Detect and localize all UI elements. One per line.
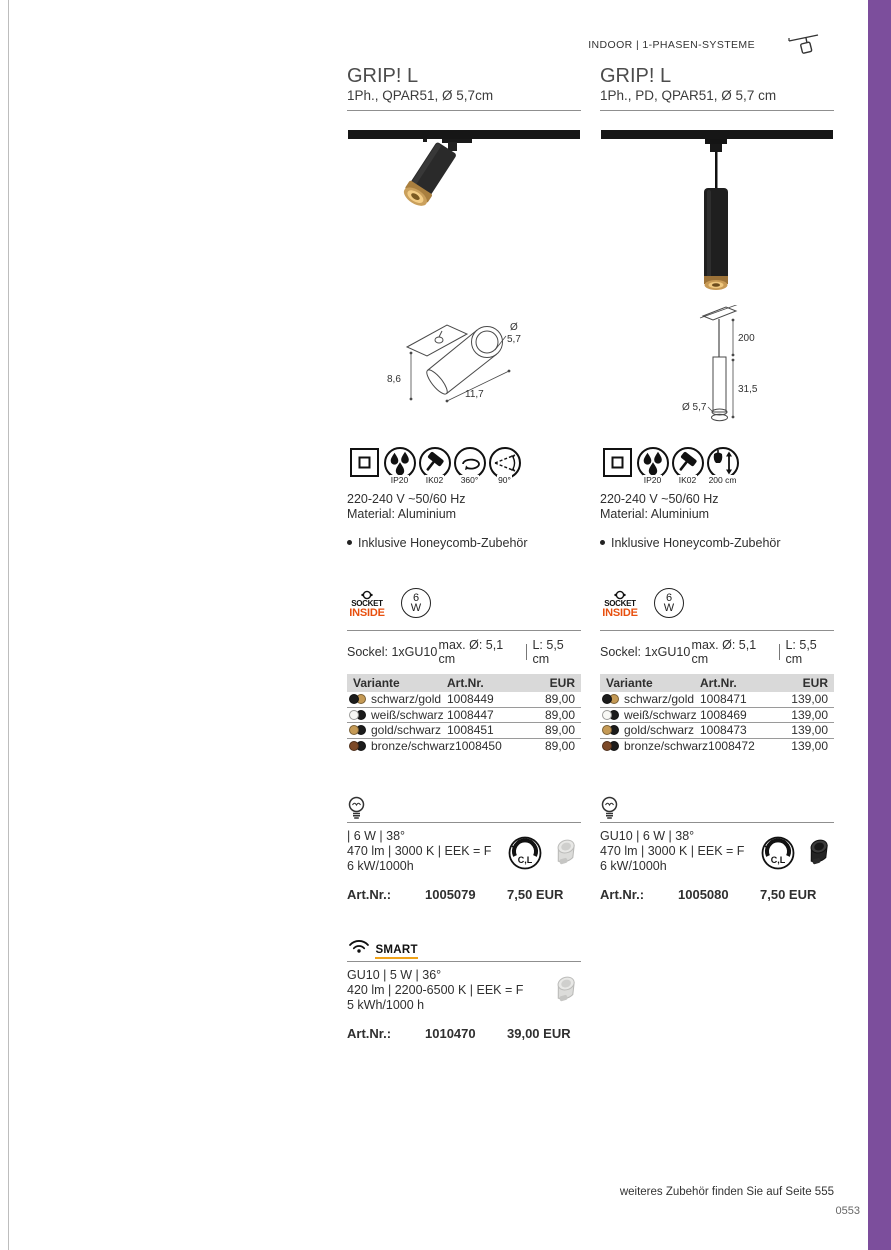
protection-class-2-icon (347, 446, 382, 480)
color-dot (602, 741, 612, 751)
breadcrumb: INDOOR | 1-PHASEN-SYSTEME (588, 39, 755, 51)
smart-logo (347, 938, 418, 959)
technical-drawing-pendant (600, 305, 834, 440)
smart-lamp-section (347, 938, 581, 1041)
gu10-lamp-image (547, 974, 581, 1006)
bulb-icon (600, 796, 834, 820)
voltage-text: 220-240 V ~50/60 Hz (347, 492, 466, 506)
table-row: schwarz/gold 1008471 139,00 (600, 692, 834, 708)
tilt-90-icon (487, 446, 522, 485)
feature-bullet (600, 536, 834, 550)
dim-diameter-sign: Ø (510, 322, 518, 333)
inside-word: INSIDE (602, 606, 638, 619)
socket-inside-logo (347, 590, 387, 617)
sockel-row (600, 630, 834, 666)
lamp-line3: 6 kW/1000h (347, 859, 414, 873)
product-subtitle: 1Ph., QPAR51, Ø 5,7cm (347, 88, 494, 103)
divider (779, 644, 780, 660)
protection-class-2-icon (600, 446, 635, 480)
color-dot (349, 710, 359, 720)
table-row: schwarz/gold 1008449 89,00 (347, 692, 581, 708)
ik02-label: IK02 (425, 475, 444, 485)
gu10-lamp-image (547, 837, 581, 869)
dim-diameter: Ø 5,7 (682, 402, 707, 413)
table-row: gold/schwarz 1008451 89,00 (347, 723, 581, 739)
socket-word: SOCKET (604, 598, 636, 608)
ik02-icon (670, 446, 705, 485)
dim-height: 8,6 (387, 374, 401, 385)
ip20-label: IP20 (390, 475, 409, 485)
socket-badges (600, 588, 834, 618)
max-diameter-text: max. Ø: 5,1 cm (438, 638, 504, 666)
sockel-text: Sockel: 1xGU10 (347, 645, 438, 659)
page-number: 0553 (835, 1205, 860, 1217)
ik02-icon (417, 446, 452, 485)
smart-word: SMART (375, 944, 417, 959)
lamp-line1: GU10 | 6 W | 38° (600, 829, 695, 843)
lamp-art-row: Art.Nr.: 1005079 7,50 EUR (347, 887, 564, 902)
wifi-icon (347, 938, 371, 953)
product-title: GRIP! L (600, 65, 672, 87)
product-subtitle: 1Ph., PD, QPAR51, Ø 5,7 cm (600, 88, 777, 103)
dim-diameter: 5,7 (507, 334, 521, 345)
lamp-line2: 470 lm | 3000 K | EEK = F (347, 844, 492, 858)
dimmer-cl-icon (507, 835, 543, 871)
rotation-360-icon (452, 446, 487, 485)
ik02-label: IK02 (678, 475, 697, 485)
feature-icon-row (600, 446, 834, 485)
bullet-icon (600, 540, 605, 545)
svg-text:C,L: C,L (770, 855, 786, 865)
table-row: weiß/schwarz 1008447 89,00 (347, 708, 581, 724)
max-diameter-text: max. Ø: 5,1 cm (691, 638, 757, 666)
material-text: Material: Aluminium (347, 507, 457, 521)
length-text: L: 5,5 cm (532, 638, 564, 666)
bulb-icon (347, 796, 581, 820)
electrical-specs (600, 492, 834, 522)
lamp-section (347, 796, 581, 902)
pendant-length-icon (705, 446, 740, 485)
rotation-360-label: 360° (460, 475, 479, 485)
smart-line2: 420 lm | 2200-6500 K | EEK = F (347, 983, 524, 997)
smart-line1: GU10 | 5 W | 36° (347, 968, 442, 982)
lamp-specs (600, 822, 834, 902)
accessories-note: weiteres Zubehör finden Sie auf Seite 555 (619, 1186, 834, 1198)
variant-table (347, 674, 581, 753)
lamp-line1: | 6 W | 38° (347, 829, 406, 843)
smart-line3: 5 kWh/1000 h (347, 998, 425, 1012)
socket-badges (347, 588, 581, 618)
feature-text: Inklusive Honeycomb-Zubehör (358, 536, 528, 550)
divider (526, 644, 527, 660)
lamp-line2: 470 lm | 3000 K | EEK = F (600, 844, 745, 858)
tilt-90-label: 90° (498, 475, 511, 485)
table-header: Variante Art.Nr. EUR (600, 674, 834, 692)
dimmer-cl-icon (760, 835, 796, 871)
product-column-spot (347, 0, 581, 1250)
ip20-icon (635, 446, 670, 485)
dim-drop: 200 (738, 333, 755, 344)
product-header (600, 66, 834, 111)
watt-badge: 6 W (654, 588, 684, 618)
technical-drawing-spot (347, 305, 581, 440)
electrical-specs (347, 492, 581, 522)
color-dot (602, 710, 612, 720)
variant-table (600, 674, 834, 753)
table-header: Variante Art.Nr. EUR (347, 674, 581, 692)
length-text: L: 5,5 cm (785, 638, 817, 666)
table-row: gold/schwarz 1008473 139,00 (600, 723, 834, 739)
product-header (347, 66, 581, 111)
lamp-art-row: Art.Nr.: 1005080 7,50 EUR (600, 887, 817, 902)
dim-length: 11,7 (465, 389, 484, 400)
socket-word: SOCKET (351, 598, 383, 608)
smart-art-row: Art.Nr.: 1010470 39,00 EUR (347, 1026, 571, 1041)
voltage-text: 220-240 V ~50/60 Hz (600, 492, 719, 506)
inside-word: INSIDE (349, 606, 385, 619)
table-row: weiß/schwarz 1008469 139,00 (600, 708, 834, 724)
watt-badge: 6 W (401, 588, 431, 618)
lamp-specs (347, 822, 581, 902)
table-row: bronze/schwarz 1008472 139,00 (600, 739, 834, 754)
product-column-pendant (600, 0, 834, 1250)
feature-icon-row (347, 446, 581, 485)
color-dot (349, 741, 359, 751)
dim-body: 31,5 (738, 384, 758, 395)
smart-specs (347, 961, 581, 1041)
sockel-row (347, 630, 581, 666)
ip20-icon (382, 446, 417, 485)
svg-text:C,L: C,L (517, 855, 533, 865)
page-edge-line (8, 0, 9, 1250)
lamp-section (600, 796, 834, 902)
socket-inside-logo (600, 590, 640, 617)
ip20-label: IP20 (643, 475, 662, 485)
gu10-lamp-image (800, 837, 834, 869)
feature-text: Inklusive Honeycomb-Zubehör (611, 536, 781, 550)
page-accent-bar (868, 0, 891, 1250)
lamp-line3: 6 kW/1000h (600, 859, 667, 873)
pendant-length-label: 200 cm (708, 475, 737, 485)
material-text: Material: Aluminium (600, 507, 710, 521)
feature-bullet (347, 536, 581, 550)
product-title: GRIP! L (347, 65, 419, 87)
product-photo-pendant (600, 124, 834, 306)
product-photo-spot (347, 124, 581, 306)
table-row: bronze/schwarz 1008450 89,00 (347, 739, 581, 754)
bullet-icon (347, 540, 352, 545)
sockel-text: Sockel: 1xGU10 (600, 645, 691, 659)
